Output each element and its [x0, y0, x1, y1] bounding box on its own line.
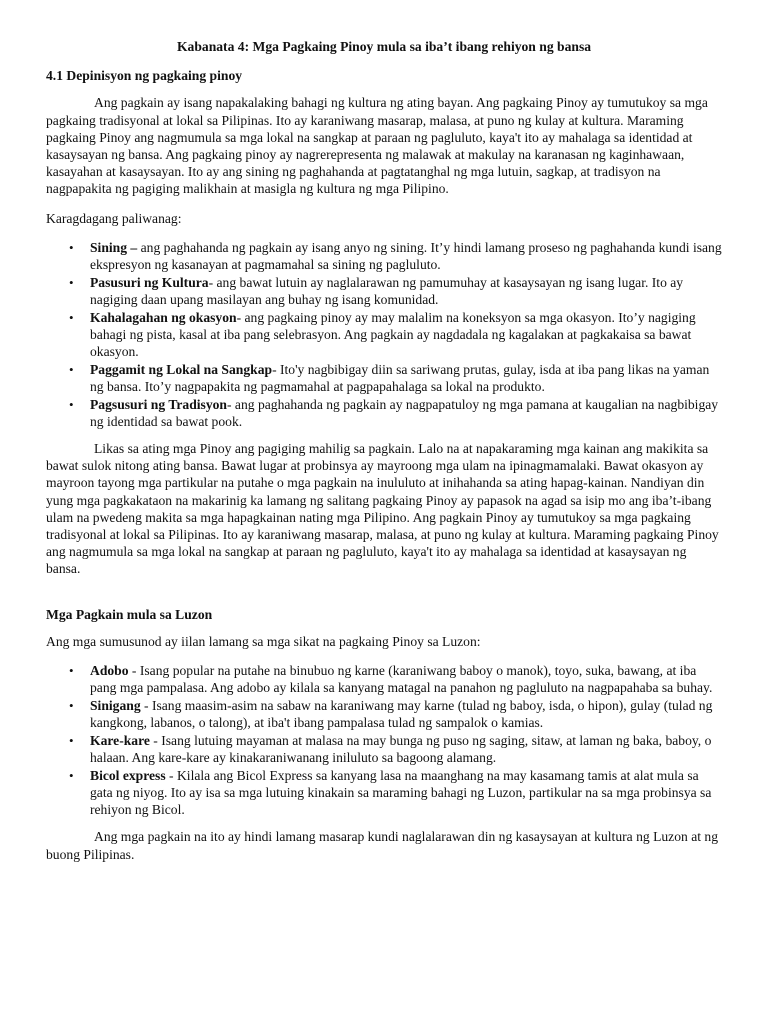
dish-name: Adobo [90, 663, 129, 679]
list-item [46, 697, 722, 731]
bullet-icon: • [69, 274, 74, 290]
section-heading-luzon: Mga Pagkain mula sa Luzon [46, 606, 213, 622]
dish-description: - Isang maasim-asim na sabaw na karaniwang may karne (tulad ng baboy, isda, o hipon), gulay (tulad ng kangkong, labanos, o talong), at iba't ibang pampalasa tulad ng sampalok o kamias. [90, 698, 713, 731]
list-item-term: Sining – [90, 239, 138, 255]
list-item [46, 732, 722, 766]
bullet-icon: • [69, 732, 74, 748]
explanation-list [46, 239, 722, 430]
list-item-term: Paggamit ng Lokal na Sangkap [90, 361, 273, 377]
list-item [46, 239, 722, 273]
luzon-intro-paragraph: Ang mga sumusunod ay iilan lamang sa mga sikat na pagkaing Pinoy sa Luzon: [46, 633, 481, 649]
list-item-text: ang paghahanda ng pagkain ay isang anyo ng sining. It’y hindi lamang proseso ng paghahanda kundi isang ekspresyon ng kasanayan at pagmamahal sa sining ng pagluluto. [90, 239, 722, 273]
document-title: Kabanata 4: Mga Pagkaing Pinoy mula sa iba’t ibang rehiyon ng bansa [176, 39, 592, 54]
luzon-dish-list [46, 662, 722, 818]
section-heading-definition: 4.1 Depinisyon ng pagkaing pinoy [46, 68, 243, 84]
list-item [46, 767, 722, 819]
document-page [46, 38, 722, 875]
list-item [46, 361, 722, 395]
bullet-icon: • [69, 361, 74, 377]
dish-name: Kare-kare [90, 732, 150, 748]
list-item [46, 396, 722, 430]
list-item [46, 662, 722, 696]
list-item-text: - Ito'y nagbibigay diin sa sariwang prutas, gulay, isda at iba pang likas na yaman ng bansa. Ito’y nagpapakita ng pagmamahal at pagpapahalaga sa lokal na produkto. [90, 361, 710, 394]
list-item-term: Kahalagahan ng okasyon [90, 309, 237, 325]
bullet-icon: • [69, 396, 74, 412]
dish-name: Bicol express [90, 767, 166, 783]
list-item-text: - ang paghahanda ng pagkain ay nagpapatuloy ng mga pamana at kaugalian na nagbibigay ng identidad sa bawat pook. [90, 396, 719, 429]
list-item [46, 309, 722, 361]
dish-description: - Isang lutuing mayaman at malasa na may bunga ng puso ng saging, sitaw, at laman ng baka, baboy, o halaan. Ang kare-kare ay kinakaraniwanang iniluluto sa bagoong alamang. [90, 732, 712, 766]
dish-description: - Isang popular na putahe na binubuo ng karne (karaniwang baboy o manok), toyo, suka, bawang, at iba pang mga pampalasa. Ang adobo ay kilala sa kanyang matagal na panahon ng pagluluto na nagpapahaba sa buhay. [90, 663, 713, 696]
bullet-icon: • [69, 309, 74, 325]
bullet-icon: • [69, 239, 74, 255]
bullet-icon: • [69, 767, 74, 783]
list-item [46, 274, 722, 308]
closing-paragraph-definition: Likas sa ating mga Pinoy ang pagiging mahilig sa pagkain. Lalo na at napakaraming mga kainan ang makikita sa bawat sulok nitong ating bansa. Bawat lugar at probinsya ay mayroong mga ulam na ipinagmamalaki. Bawat okasyon ay mayroon tayong mga partikular na putahe o mga pagkain na inululuto at inihahanda sa ating hapag-kainan. Nandiyan din yung mga pagkakataon na makarinig ka lamang ng salitang pagkaing Pinoy ay papasok na agad sa isip mo ang iba’t-ibang ulam na pwedeng makita sa mga hapagkainan nating mga Pilipino. Ang pagkain Pinoy ay tumutukoy sa mga pagkaing tradisyonal at lokal sa Pilipinas. Ito ay karaniwang masarap, malasa, at puno ng kulay at kultura. Maraming pagkaing Pinoy ang nagmumula sa mga lokal na sangkap at paraan ng pagluluto, kaya't ito ay mahalaga sa identidad at kasaysayan ng bansa. [46, 441, 719, 577]
bullet-icon: • [69, 698, 74, 713]
section-spacer [46, 590, 722, 606]
bullet-icon: • [69, 663, 74, 679]
closing-paragraph-luzon: Ang mga pagkain na ito ay hindi lamang masarap kundi naglalarawan din ng kasaysayan at kultura ng Luzon at ng buong Pilipinas. [46, 829, 718, 862]
definition-paragraph: Ang pagkain ay isang napakalaking bahagi ng kultura ng ating bayan. Ang pagkaing Pinoy ay tumutukoy sa mga pagkaing tradisyonal at lokal sa Pilipinas. Ito ay karaniwang masarap, malasa, at puno ng kulay at kultura. Maraming pagkaing Pinoy ang nagmumula sa mga lokal na sangkap at paraan ng pagluluto, kaya't ito ay mahalaga sa identidad at kasaysayan ng bansa. Ang pagkaing pinoy ay nagrerepresenta ng malawak at makulay na karanasan ng kaginhawaan, kasayahan at kasaysayan. Ito ay ang sining ng paghahanda at pagtatanghal ng mga lutuin, sagkap, at tradisyon na nagpapakita ng pagiging malikhain at masigla ng kultura ng mga Pilipino. [46, 95, 708, 197]
list-item-term: Pagsusuri ng Tradisyon [90, 396, 227, 412]
list-item-text: - ang pagkaing pinoy ay may malalim na koneksyon sa mga okasyon. Ito’y nagiging bahagi ng pista, kasal at iba pang selebrasyon. Ang pagkain ay nagdadala ng kagalakan at pagkakaisa sa bawat okasyon. [90, 309, 696, 360]
extra-explanation-label: Karagdagang paliwanag: [46, 210, 182, 226]
dish-description: - Kilala ang Bicol Express sa kanyang lasa na maanghang na may kasamang tamis at alat mula sa gata ng niyog. Ito ay isa sa mga lutuing kinakain sa maraming bahagi ng Luzon, partikular na sa mga probinsya sa rehiyon ng Bicol. [90, 767, 712, 818]
list-item-term: Pasusuri ng Kultura [90, 274, 209, 290]
dish-name: Sinigang [90, 698, 141, 713]
list-item-text: - ang bawat lutuin ay naglalarawan ng pamumuhay at kasaysayan ng isang lugar. Ito ay nagiging daan upang masilayan ang buhay ng isang komunidad. [90, 274, 684, 307]
